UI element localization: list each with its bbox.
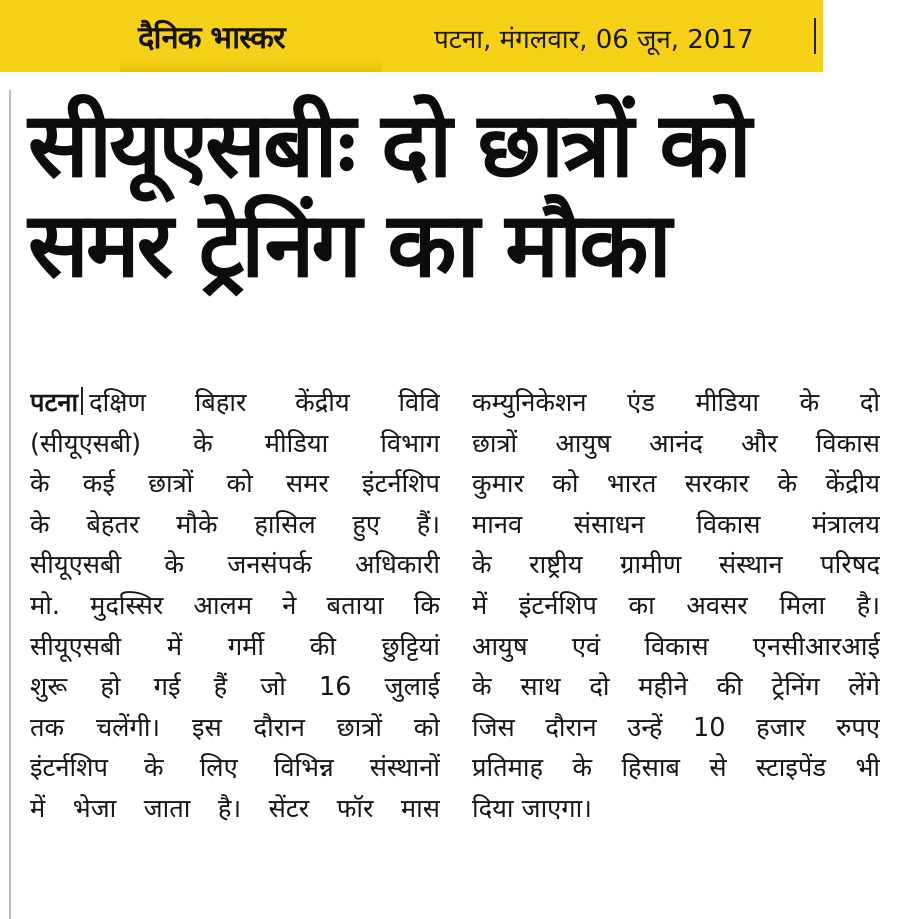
- article-line: में इंटर्नशिप का अवसर मिला है।: [472, 590, 880, 621]
- headline-line-1: सीयूएसबीः दो छात्रों को: [28, 93, 749, 198]
- article-line: मानव संसाधन विकास मंत्रालय: [472, 509, 880, 540]
- article-line: प्रतिमाह के हिसाब से स्टाइपेंड भी: [472, 753, 880, 784]
- left-column-rule: [9, 90, 11, 919]
- article-line: शुरू हो गई हैं जो 16 जुलाई: [30, 672, 440, 703]
- dateline: पटना, मंगलवार, 06 जून, 2017: [434, 25, 754, 55]
- brand-underlay: [120, 58, 382, 72]
- article-line: दिया जाएगा।: [472, 793, 592, 824]
- article-line: कुमार को भारत सरकार के केंद्रीय: [472, 469, 880, 500]
- article-line: जिस दौरान उन्हें 10 हजार रुपए: [472, 712, 880, 743]
- masthead: [0, 0, 823, 72]
- article-column-left: [30, 383, 440, 830]
- article-line: के बेहतर मौके हासिल हुए हैं।: [30, 509, 440, 540]
- article-line: मो. मुदस्सिर आलम ने बताया कि: [30, 590, 440, 621]
- article-line: सीयूएसबी के जनसंपर्क अधिकारी: [30, 550, 440, 581]
- headline: [28, 93, 898, 298]
- newspaper-logo: दैनिक भास्कर: [138, 20, 285, 56]
- article-line: के कई छात्रों को समर इंटर्नशिप: [30, 469, 440, 500]
- article-line: (सीयूएसबी) के मीडिया विभाग: [30, 428, 440, 459]
- article-line: कम्युनिकेशन एंड मीडिया के दो: [472, 388, 880, 418]
- article-line: में भेजा जाता है। सेंटर फॉर मास: [30, 793, 440, 824]
- article-line: सीयूएसबी में गर्मी की छुट्टियां: [30, 631, 440, 662]
- article-line: तक चलेंगी। इस दौरान छात्रों को: [30, 712, 440, 743]
- article-line: के साथ दो महीने की ट्रेनिंग लेंगे: [472, 672, 880, 703]
- masthead-divider: [814, 18, 816, 54]
- article-line: के राष्ट्रीय ग्रामीण संस्थान परिषद: [472, 550, 880, 581]
- article-line: इंटर्नशिप के लिए विभिन्न संस्थानों: [30, 753, 440, 784]
- place-divider: [81, 387, 83, 415]
- article-line: पटना दक्षिण बिहार केंद्रीय विवि: [30, 388, 440, 418]
- dateline-place: पटना: [30, 388, 79, 418]
- article-line: आयुष एवं विकास एनसीआरआई: [472, 631, 880, 662]
- article-column-right: [472, 383, 880, 830]
- article-line: छात्रों आयुष आनंद और विकास: [472, 428, 880, 459]
- headline-line-2: समर ट्रेनिंग का मौका: [28, 193, 669, 298]
